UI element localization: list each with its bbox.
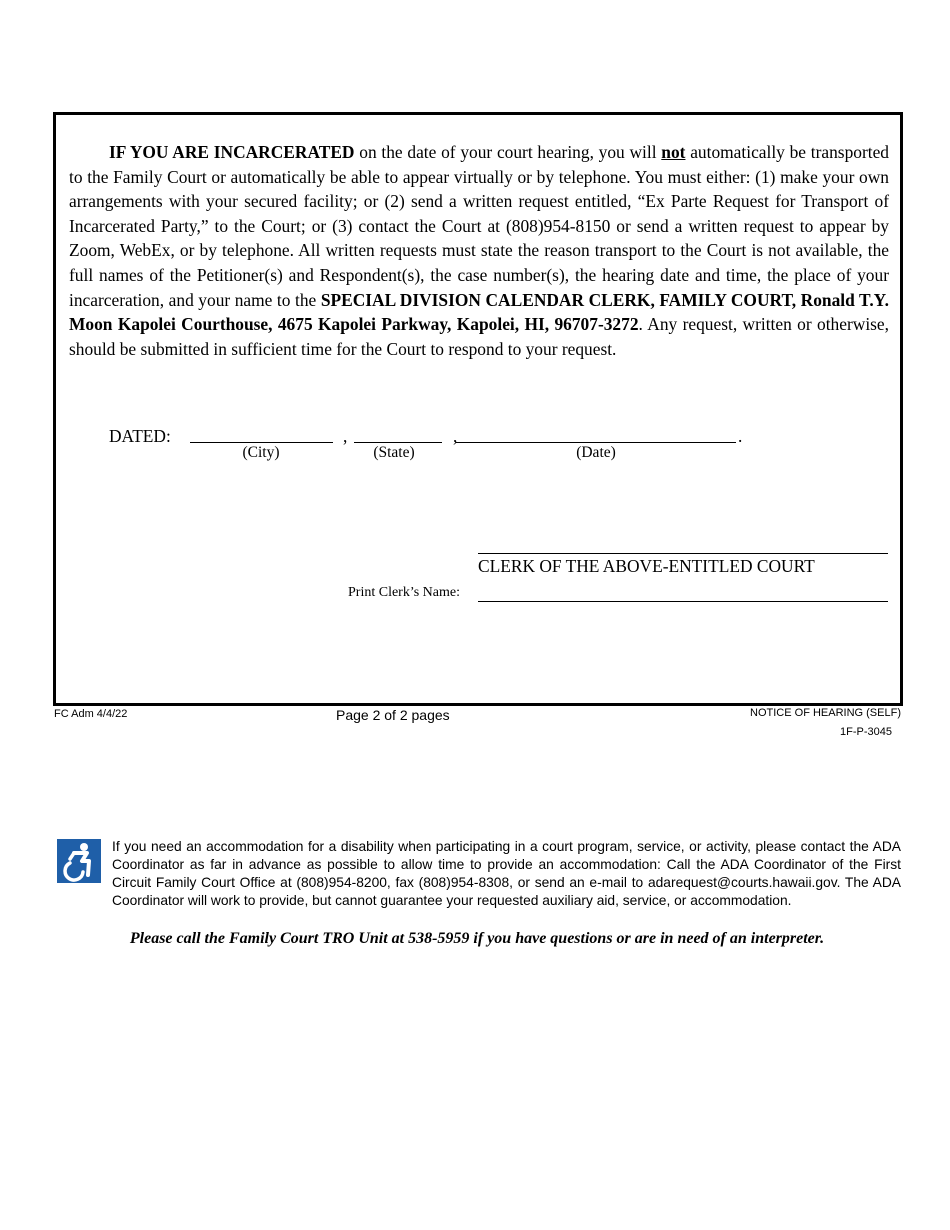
print-clerk-name-label: Print Clerk’s Name: <box>348 585 460 600</box>
dated-label: DATED: <box>109 426 171 446</box>
clerk-signature-line[interactable] <box>478 553 888 554</box>
form-id: FC Adm 4/4/22 <box>54 708 128 720</box>
ada-accommodation-text: If you need an accommodation for a disability when participating in a court program, service, or activity, please contact the ADA Coordinator as far in advance as possible to allow time to provide an accommodation: Call the ADA Coordinator of the First Circuit Family Court Office at (808)954-8200, fax (808)954-8308, or send an e-mail to adarequest@courts.hawaii.gov. The ADA Coordinator will work to provide, but cannot guarantee your requested auxiliary aid, service, or accommodation. <box>112 839 901 908</box>
period: . <box>738 426 743 446</box>
accessibility-icon <box>57 839 101 883</box>
incarceration-notice-text <box>69 140 889 361</box>
incarceration-notice-box <box>53 112 903 706</box>
tro-unit-notice: Please call the Family Court TRO Unit at 538-5959 if you have questions or are in need of an interpreter. <box>129 930 825 947</box>
city-field[interactable] <box>190 442 333 443</box>
city-label: (City) <box>242 444 280 461</box>
clerk-title: CLERK OF THE ABOVE-ENTITLED COURT <box>478 556 815 576</box>
form-number: 1F-P-3045 <box>840 726 892 738</box>
print-clerk-name-field[interactable] <box>478 601 888 602</box>
not-emphasis: not <box>661 142 686 162</box>
page-number: Page 2 of 2 pages <box>336 707 450 723</box>
state-label: (State) <box>373 444 415 461</box>
notice-text-part: on the date of your court hearing, you will <box>354 142 662 162</box>
state-field[interactable] <box>354 442 442 443</box>
date-field[interactable] <box>456 442 736 443</box>
incarcerated-heading: IF YOU ARE INCARCERATED <box>109 142 355 162</box>
notice-text-part: . Any request, written or otherwise, should be submitted in sufficient time for the Court to respond to your request. <box>69 314 889 359</box>
clerk-address: SPECIAL DIVISION CALENDAR CLERK, FAMILY COURT, Ronald T.Y. Moon Kapolei Courthouse, 4675 Kapolei Parkway, Kapolei, HI, 96707-3272 <box>69 289 889 335</box>
comma: , <box>453 426 458 446</box>
document-title: NOTICE OF HEARING (SELF) <box>750 707 901 719</box>
comma: , <box>343 426 348 446</box>
notice-text-part: automatically be transported to the Family Court or automatically be able to appear virtually or by telephone. You must either: (1) make your own arrangements with your secured facility; or (2) send a written request entitled, “Ex Parte Request for Transport of Incarcerated Party,” to the Court; or (3) contact the Court at (808)954-8150 or send a written request to appear by Zoom, WebEx, or by telephone. All written requests must state the reason transport to the Court is not available, the full names of the Petitioner(s) and Respondent(s), the case number(s), the hearing date and time, the place of your incarceration, and your name to the <box>69 142 890 310</box>
date-label: (Date) <box>576 444 616 461</box>
